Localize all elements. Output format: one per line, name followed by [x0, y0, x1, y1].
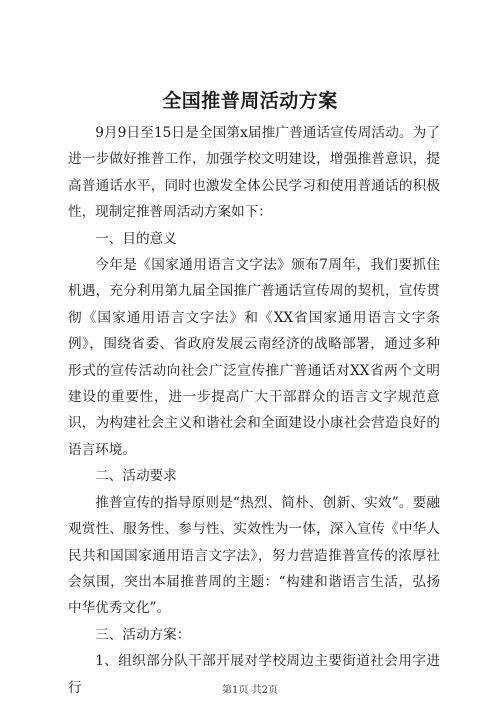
plan-paragraph: 1、组织部分队干部开展对学校周边主要街道社会用字进行 — [68, 653, 440, 696]
document-title: 全国推普周活动方案 — [162, 90, 338, 112]
section-heading-plan: 三、活动方案： — [95, 626, 191, 643]
purpose-paragraph: 今年是《国家通用语言文字法》颁布7周年，我们要抓住机遇，充分利用第九届全国推广普通话宣传周的契机，宣传贯彻《国家通用语言文字法》和《XX省国家通用语言文字条例》，围绕省委、省政府发展云南经济的战略部署，通过多种形式的宣传活动向社会广泛宣传推广普通话对XX省两个文明建设的重要性，进一步提高广大干部群众的语言文字规范意识，为构建社会主义和谐社会和全面建设小康社会营造良好的语言环境。 — [68, 257, 440, 458]
section-heading-purpose: 一、目的意义 — [95, 230, 177, 247]
document-body — [68, 120, 440, 701]
intro-paragraph: 9月9日至15日是全国第x届推广普通话宣传周活动。为了进一步做好推普工作，加强学校文明建设，增强推普意识，提高普通话水平，同时也激发全体公民学习和使用普通话的积极性，现制定推普周活动方案如下： — [68, 125, 440, 221]
section-heading-requirements: 二、活动要求 — [95, 468, 177, 485]
requirements-paragraph: 推普宣传的指导原则是“热烈、简朴、创新、实效”。要融观赏性、服务性、参与性、实效性为一体，深入宣传《中华人民共和国国家通用语言文字法》，努力营造推普宣传的浓厚社会氛围，突出本届推普周的主题：“构建和谐语言生活，弘扬中华优秀文化”。 — [68, 494, 440, 617]
page-footer: 第1页 共2页 — [222, 685, 278, 696]
